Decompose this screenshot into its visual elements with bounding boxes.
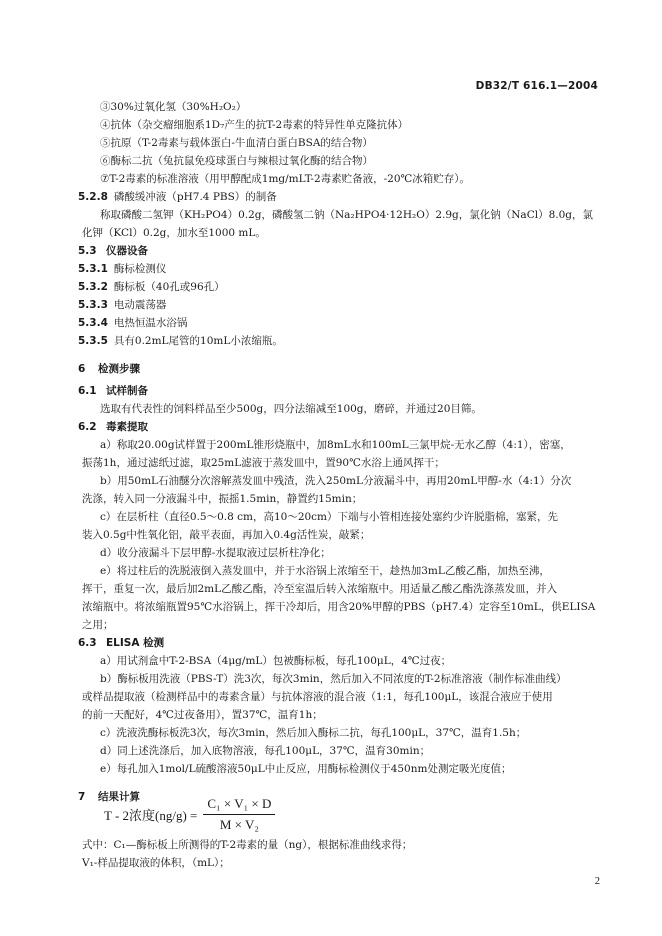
section-5-2-8-heading [0, 188, 662, 206]
item-text: 电热恒温水浴锅 [113, 317, 188, 329]
equipment-item [0, 296, 662, 314]
section-number: 5.3 [78, 245, 97, 257]
section-number: 6.1 [78, 385, 97, 397]
paragraph-line: 称取磷酸二氢钾（KH₂PO4）0.2g，磷酸氢二钠（Na₂HPO4·12H₂O）2.9g，氯化钠（NaCl）8.0g，氯 [100, 209, 594, 221]
step-e-line: 浓缩瓶中。将浓缩瓶置95℃水浴锅上，挥干冷却后，用含20%甲醇的PBS（pH7.4）定容至10mL，供ELISA [82, 601, 596, 613]
step-e-line: e）将过柱后的洗脱液倒入蒸发皿中，并于水浴锅上浓缩至干，趁热加3mL乙酸乙酯，加热至沸， [100, 565, 550, 577]
section-title: 毒素提取 [106, 421, 148, 433]
equipment-item [0, 314, 662, 332]
step-a-line: 振荡1h，通过滤纸过滤，取25mL滤液于蒸发皿中，置90℃水浴上通风挥干； [82, 457, 445, 469]
step-b-line: 洗涤，转入同一分液漏斗中，振摇1.5min，静置约15min； [82, 493, 363, 505]
reagent-item: ⑤抗原（T-2毒素与载体蛋白-牛血清白蛋白BSA的结合物） [100, 137, 373, 149]
document-code: DB32/T 616.1—2004 [475, 80, 598, 92]
item-number: 5.3.3 [78, 299, 108, 311]
section-number: 5.2.8 [78, 191, 108, 203]
formula-fraction [203, 796, 275, 833]
section-6-2-heading [0, 418, 662, 436]
item-text: 酶标板（40孔或96孔） [113, 281, 225, 293]
where-line: 式中：C₁—酶标板上所测得的T-2毒素的量（ng），根据标准曲线求得； [82, 839, 413, 851]
reagent-item: ③30%过氧化氢（30%H₂O₂） [100, 101, 247, 113]
concentration-formula [104, 794, 275, 834]
step-b-line: b）酶标板用洗液（PBS-T）洗3次，每次3min，然后加入不同浓度的T-2标准溶液（制作标准曲线） [100, 673, 567, 685]
paragraph-line: 化钾（KCl）0.2g，加水至1000 mL。 [82, 227, 266, 239]
step-c-line: c）洗液洗酶标板洗3次，每次3min，然后加入酶标二抗，每孔100μL，37℃，温育1.5h； [100, 727, 527, 739]
formula-denominator: M × V₂ [219, 816, 259, 832]
step-a-line: a）用试剂盒中T-2-BSA（4μg/mL）包被酶标板，每孔100μL，4℃过夜； [100, 655, 452, 667]
item-number: 5.3.5 [78, 335, 108, 347]
section-title: 试样制备 [106, 385, 148, 397]
equipment-item [0, 332, 662, 350]
reagent-item: ④抗体（杂交瘤细胞系1D₇产生的抗T-2毒素的特异性单克隆抗体） [100, 119, 409, 131]
item-text: 具有0.2mL尾管的10mL小浓缩瓶。 [113, 335, 283, 347]
step-c-line: 装入0.5g中性氧化铝，敲平表面，再加入0.4g活性炭，敲紧； [82, 529, 371, 541]
section-5-3-heading [0, 242, 662, 260]
section-title: 磷酸缓冲液（pH7.4 PBS）的制备 [113, 191, 277, 203]
step-a-line: a）称取20.00g试样置于200mL锥形烧瓶中，加8mL水和100mL三氯甲烷-无水乙醇（4:1），密塞， [100, 439, 571, 451]
section-6-heading [0, 360, 662, 378]
section-6-1-heading [0, 382, 662, 400]
step-c-line: c）在层析柱（直径0.5～0.8 cm，高10～20cm）下端与小管相连接处塞约少许脱脂棉，塞紧，先 [100, 511, 559, 523]
step-e-line: 挥干，重复一次，最后加2mL乙酸乙酯，冷至室温后转入浓缩瓶中。用适量乙酸乙酯洗涤蒸发皿，并入 [82, 583, 558, 595]
section-7-heading [0, 788, 662, 806]
formula-explanation [0, 836, 662, 872]
where-line: V₁-样品提取液的体积，（mL）； [82, 857, 230, 869]
reagent-item: ⑥酶标二抗（兔抗鼠免疫球蛋白与辣根过氧化酶的结合物） [100, 155, 373, 167]
step-e-line: 之用； [82, 619, 114, 631]
section-title: ELISA 检测 [106, 637, 165, 649]
formula-numerator: C₁ × V₁ × D [203, 796, 275, 815]
section-title: 检测步骤 [98, 363, 140, 375]
section-title: 仪器设备 [106, 245, 148, 257]
item-text: 电动震荡器 [113, 299, 167, 311]
equipment-item [0, 278, 662, 296]
item-number: 5.3.4 [78, 317, 108, 329]
formula-lhs: T - 2浓度(ng/g) = [104, 807, 198, 823]
section-number: 6 [78, 363, 86, 375]
step-b-line: b）用50mL石油醚分次溶解蒸发皿中残渣，洗入250mL分液漏斗中，再用20mL甲醇-水（4:1）分次 [100, 475, 572, 487]
page-number: 2 [594, 876, 600, 887]
step-b-line: 的前一天配好，4℃过夜备用），置37℃，温育1h； [82, 709, 323, 721]
equipment-item [0, 260, 662, 278]
item-number: 5.3.1 [78, 263, 108, 275]
paragraph-line: 选取有代表性的饲料样品至少500g，四分法缩减至100g，磨碎，并通过20目筛。 [100, 403, 482, 415]
section-number: 7 [78, 791, 86, 803]
reagent-item: ⑦T-2毒素的标准溶液（用甲醇配成1mg/mLT-2毒素贮备液，-20℃冰箱贮存）。 [100, 173, 471, 185]
section-number: 6.3 [78, 637, 97, 649]
document-body [0, 98, 662, 806]
item-text: 酶标检测仪 [113, 263, 167, 275]
section-number: 6.2 [78, 421, 97, 433]
section-title: 结果计算 [98, 791, 140, 803]
item-number: 5.3.2 [78, 281, 108, 293]
step-d-line: d）收分液漏斗下层甲醇-水提取液过层析柱净化； [100, 547, 331, 559]
step-d-line: d）同上述洗涤后，加入底物溶液，每孔100μL，37℃，温育30min； [100, 745, 431, 757]
step-e-line: e）每孔加入1mol/L硫酸溶液50μL中止反应，用酶标检测仪于450nm处测定吸光度值； [100, 763, 512, 775]
section-6-3-heading [0, 634, 662, 652]
step-b-line: 或样品提取液（检测样品中的毒素含量）与抗体溶液的混合液（1:1，每孔100μL，该混合液应于使用 [82, 691, 553, 703]
